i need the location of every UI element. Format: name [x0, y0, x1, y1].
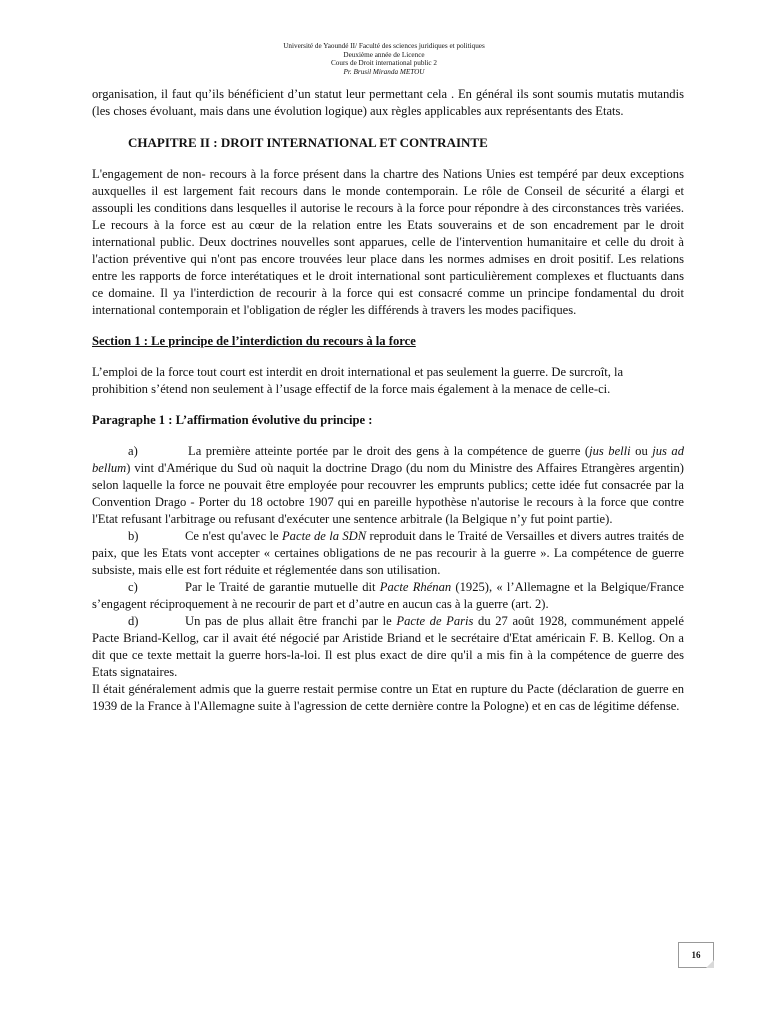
- item-b-label: b): [128, 529, 139, 543]
- closing-paragraph: Il était généralement admis que la guerre restait permise contre un Etat en rupture du Pacte (déclaration de guerre en 1939 de la France à l'Allemagne suite à l'agression de cette dernière contre la Pologne) et en cas de légitime défense.: [92, 682, 684, 713]
- header-university: Université de Yaoundé II/ Faculté des sciences juridiques et politiques: [283, 42, 485, 50]
- header-year: Deuxième année de Licence: [343, 50, 425, 59]
- item-c: c) Par le Traité de garantie mutuelle dit Pacte Rhénan (1925), « l’Allemagne et la Belgique/France s’engagent réciproquement à ne recourir de part et d’autre en aucun cas à la guerre (art. 2).: [92, 580, 684, 611]
- page-number: 16: [678, 942, 714, 968]
- item-a: a) La première atteinte portée par le droit des gens à la compétence de guerre (jus belli ou jus ad bellum) vint d'Amérique du Sud où naquit la doctrine Drago (du nom du Ministre des Affaires Etrangères argentin) selon laquelle la force ne pouvait être employée pour recouvrer les emprunts publics; cette idée fut consacrée par la Convention Drago - Porter du 18 octobre 1907 qui en pareille hypothèse n'autorise le recours à la force que contre l'Etat refusant l'arbitrage ou refusant d'exécuter une sentence arbitrale (la Belgique n’y fut point partie).: [92, 444, 684, 526]
- header-author: Pr. Brusil Miranda METOU: [343, 67, 425, 76]
- item-d: d) Un pas de plus allait être franchi par le Pacte de Paris du 27 août 1928, communément appelé Pacte Briand-Kellog, car il avait été négocié par Aristide Briand et le secrétaire d'Etat américain F. B. Kellog. On a dit que ce texte mettait la guerre hors-la-loi. Il est plus exact de dire qu'il a mis fin à la compétence de guerre des Etats signataires.: [92, 614, 684, 679]
- page-content: [92, 86, 684, 715]
- item-b: b) Ce n'est qu'avec le Pacte de la SDN reproduit dans le Traité de Versailles et divers autres traités de paix, que les Etats vont accepter « certaines obligations de ne pas recourir à la guerre ». La compétence de guerre subsiste, mais elle est fort réduite et réglementée dans son utilisation.: [92, 529, 684, 577]
- chapter-title: CHAPITRE II : DROIT INTERNATIONAL ET CONTRAINTE: [128, 135, 488, 150]
- item-a-label: a): [128, 444, 138, 458]
- intro-paragraph: organisation, il faut qu’ils bénéficient d’un statut leur permettant cela . En général ils sont soumis mutatis mutandis (les choses évoluant, mais dans une évolution logique) aux règles applicables aux représentants des Etats.: [92, 87, 684, 118]
- chapter-paragraph: L'engagement de non- recours à la force présent dans la chartre des Nations Unies est tempéré par deux exceptions auxquelles il est largement fait recours dans le monde contemporain. Le rôle de Conseil de sécurité a élargi et assoupli les conditions dans lesquelles il autorise le recours à la force pour répondre à des circonstances très variées. Le recours à la force est au cœur de la relation entre les Etats souverains et de son encadrement par le droit international public. Deux doctrines nouvelles sont apparues, celle de l'intervention humanitaire et celle du droit à l'action préventive qui n'ont pas encore trouvées leur place dans les normes admises en droit positif. Les relations entre les rapports de force interétatiques et le droit international sont particulièrement complexes et fluctuants dans ce domaine. Il ya l'interdiction de recourir à la force qui est consacré comme un principe fondamental du droit international contemporain et l'obligation de régler les différends à travers les modes pacifiques.: [92, 167, 684, 317]
- item-d-label: d): [128, 614, 139, 628]
- page-header: [0, 42, 768, 76]
- section-paragraph: [92, 364, 684, 398]
- header-course: Cours de Droit international public 2: [331, 59, 437, 68]
- item-c-label: c): [128, 580, 138, 594]
- section-text-1: L’emploi de la force tout court est interdit en droit international et pas seulement la guerre. De surcroît, la: [92, 365, 624, 379]
- paragraph-title: Paragraphe 1 : L’affirmation évolutive du principe :: [92, 413, 373, 427]
- section-text-2: prohibition s’étend non seulement à l’usage effectif de la force mais également à la menace de celle-ci.: [92, 382, 611, 396]
- section-title: Section 1 : Le principe de l’interdiction du recours à la force: [92, 334, 416, 348]
